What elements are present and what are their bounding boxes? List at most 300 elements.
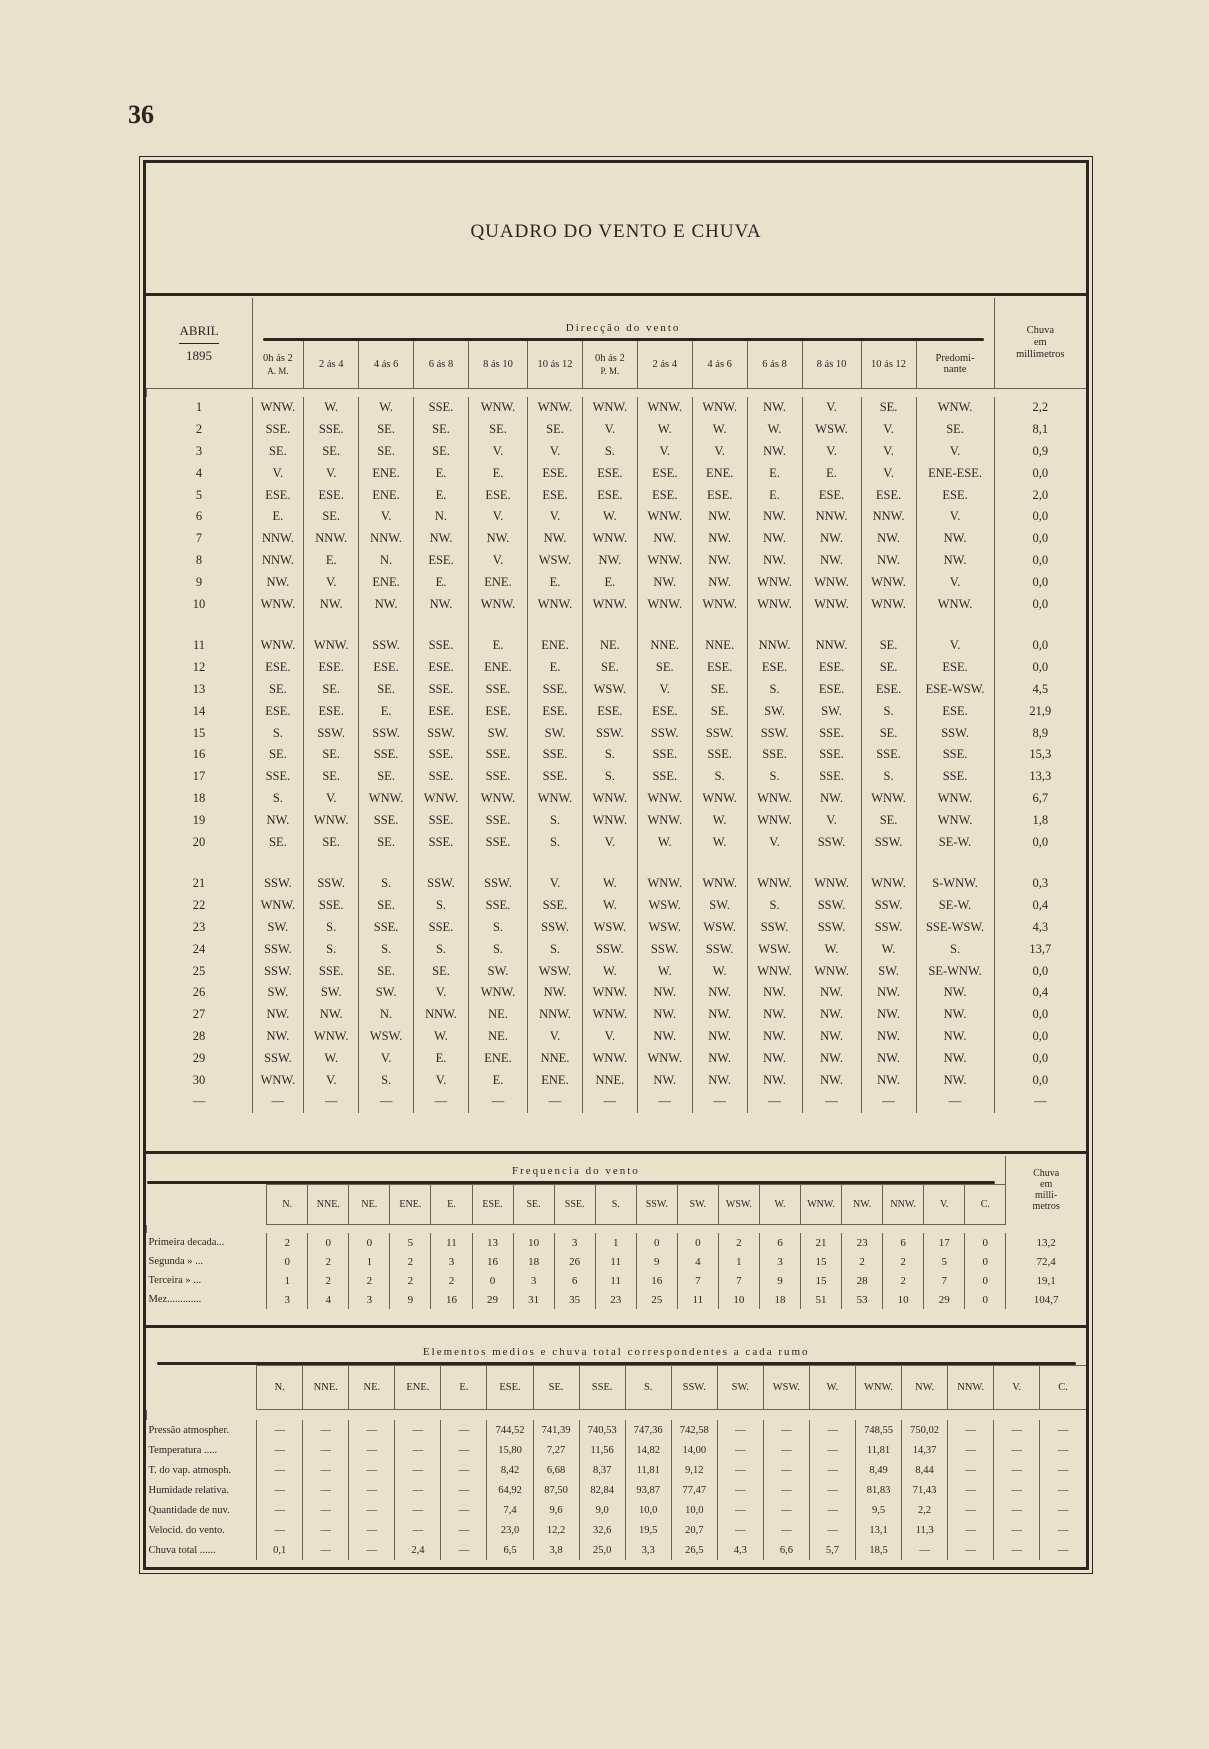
elem-value: — — [257, 1480, 303, 1500]
elem-value: — — [303, 1460, 349, 1480]
direction-cell: SSE. — [414, 679, 469, 701]
freq-value: 5 — [924, 1252, 965, 1271]
elem-value: 5,7 — [809, 1540, 855, 1560]
elem-value: 3,3 — [625, 1540, 671, 1560]
direction-cell: NNW. — [802, 506, 861, 528]
rain-value: 15,3 — [994, 744, 1086, 766]
hour-label: 6 ás 8 — [428, 358, 454, 370]
table-row — [147, 635, 1087, 657]
day-number: 12 — [192, 660, 206, 675]
direction-cell: WNW. — [637, 593, 692, 615]
day-number: 14 — [192, 703, 206, 718]
rain-value: 0,0 — [994, 462, 1086, 484]
direction-cell: SSW. — [747, 722, 802, 744]
direction-cell: E. — [528, 657, 583, 679]
direction-cell: NW. — [692, 1069, 747, 1091]
direction-cell: NW. — [304, 593, 359, 615]
elem-value: — — [809, 1500, 855, 1520]
day-number: 15 — [192, 725, 206, 740]
direction-cell: V. — [802, 441, 861, 463]
elem-value: 15,80 — [487, 1440, 533, 1460]
freq-value: 0 — [472, 1271, 513, 1290]
elem-value: 2,2 — [902, 1500, 948, 1520]
freq-value: 2 — [883, 1252, 924, 1271]
direction-cell: WSW. — [528, 550, 583, 572]
direction-cell: S. — [861, 700, 916, 722]
elem-value: 9,5 — [855, 1500, 901, 1520]
direction-cell: S. — [359, 873, 414, 895]
day-number: 13 — [192, 681, 206, 696]
elem-value: 10,0 — [625, 1500, 671, 1520]
direction-cell: SW. — [252, 982, 304, 1004]
table-row — [147, 700, 1087, 722]
spacer-row — [147, 389, 1087, 398]
direction-cell: W. — [359, 397, 414, 419]
direction-cell: SW. — [359, 982, 414, 1004]
day-number: 9 — [195, 574, 203, 589]
freq-value: 0 — [267, 1252, 308, 1271]
direction-cell: SSW. — [861, 895, 916, 917]
dash-cell: — — [528, 1091, 583, 1113]
freq-rain-value: 104,7 — [1006, 1290, 1086, 1309]
table-row — [147, 938, 1087, 960]
direction-cell: N. — [359, 1004, 414, 1026]
elem-value: 20,7 — [671, 1520, 717, 1540]
direction-cell: W. — [304, 1047, 359, 1069]
elem-value: — — [395, 1500, 441, 1520]
spacer-cell — [802, 853, 861, 873]
direction-cell: W. — [637, 831, 692, 853]
freq-value: 1 — [349, 1252, 390, 1271]
direction-cell: WNW. — [637, 1047, 692, 1069]
direction-cell: E. — [747, 462, 802, 484]
direction-cell: SSE. — [802, 766, 861, 788]
direction-cell: SE. — [861, 397, 916, 419]
year-label: 1895 — [186, 347, 213, 363]
freq-value: 3 — [759, 1252, 800, 1271]
elem-value: 19,5 — [625, 1520, 671, 1540]
spacer-cell — [528, 615, 583, 635]
elem-value: 0,1 — [257, 1540, 303, 1560]
day-number: 5 — [195, 487, 203, 502]
direction-cell: SW. — [692, 895, 747, 917]
elem-value: — — [948, 1420, 994, 1440]
direction-cell: ESE. — [304, 484, 359, 506]
spacer-cell — [637, 853, 692, 873]
direction-cell: V. — [802, 809, 861, 831]
predominant-label-2: nante — [943, 364, 967, 376]
freq-value: 11 — [595, 1252, 636, 1271]
freq-value: 0 — [677, 1233, 718, 1252]
direction-cell: SSE. — [747, 744, 802, 766]
rain-value: 2,2 — [994, 397, 1086, 419]
elem-value: 8,42 — [487, 1460, 533, 1480]
direction-cell: ESE. — [468, 484, 527, 506]
freq-value: 18 — [513, 1252, 554, 1271]
direction-cell: SSE. — [637, 766, 692, 788]
direction-cell: V. — [861, 441, 916, 463]
hour-label: 4 ás 6 — [707, 358, 732, 370]
elem-value: — — [349, 1440, 395, 1460]
direction-cell: WSW. — [359, 1026, 414, 1048]
direction-header — [252, 298, 994, 341]
direction-cell: SSW. — [304, 722, 359, 744]
direction-cell: V. — [304, 788, 359, 810]
direction-cell: WNW. — [252, 895, 304, 917]
direction-cell: SSE. — [304, 419, 359, 441]
hour-label: 0h ás 2 — [263, 352, 293, 364]
direction-cell: SSE. — [414, 831, 469, 853]
direction-cell: SE. — [252, 441, 304, 463]
table-row — [147, 1440, 1087, 1460]
direction-cell: W. — [692, 419, 747, 441]
elem-value: — — [349, 1420, 395, 1440]
spacer-cell — [528, 853, 583, 873]
direction-cell: NW. — [861, 1026, 916, 1048]
direction-cell: ESE. — [414, 550, 469, 572]
table-row — [147, 657, 1087, 679]
predominant-value: SSE. — [916, 766, 994, 788]
hour-header-12 — [861, 341, 916, 389]
direction-cell: V. — [359, 506, 414, 528]
rain-value: 0,0 — [994, 506, 1086, 528]
direction-cell: S. — [582, 441, 637, 463]
predominant-value: NW. — [916, 982, 994, 1004]
table-row — [147, 1271, 1087, 1290]
direction-cell: SW. — [468, 960, 527, 982]
elem-value: — — [395, 1420, 441, 1440]
table-row — [147, 788, 1087, 810]
freq-col-header: N. — [267, 1185, 308, 1225]
page-number: 36 — [128, 100, 154, 129]
elem-col-header: S. — [625, 1366, 671, 1410]
spacer-cell — [861, 853, 916, 873]
direction-cell: ENE. — [359, 484, 414, 506]
direction-cell: SE. — [861, 657, 916, 679]
elem-row-label: T. do vap. atmosph. — [148, 1464, 232, 1476]
predominant-value: V. — [916, 635, 994, 657]
rain-value: 0,0 — [994, 960, 1086, 982]
direction-cell: NNW. — [802, 635, 861, 657]
dash-cell: — — [747, 1091, 802, 1113]
direction-cell: V. — [802, 397, 861, 419]
elem-value: — — [717, 1460, 763, 1480]
elem-value: 741,39 — [533, 1420, 579, 1440]
direction-cell: ESE. — [802, 657, 861, 679]
elem-value: 8,49 — [855, 1460, 901, 1480]
direction-cell: V. — [861, 419, 916, 441]
direction-cell: WNW. — [468, 788, 527, 810]
hour-header-9 — [692, 341, 747, 389]
freq-col-header: SE. — [513, 1185, 554, 1225]
freq-col-header: ENE. — [390, 1185, 431, 1225]
direction-cell: NW. — [747, 1004, 802, 1026]
direction-cell: V. — [414, 982, 469, 1004]
direction-cell: WSW. — [528, 960, 583, 982]
direction-cell: SW. — [861, 960, 916, 982]
freq-value: 9 — [636, 1252, 677, 1271]
rain-value: 0,0 — [994, 1047, 1086, 1069]
direction-cell: SE. — [861, 809, 916, 831]
rain-value: 0,9 — [994, 441, 1086, 463]
direction-cell: S. — [468, 917, 527, 939]
elem-value: 23,0 — [487, 1520, 533, 1540]
elem-value: — — [349, 1500, 395, 1520]
freq-value: 6 — [883, 1233, 924, 1252]
direction-cell: V. — [637, 441, 692, 463]
elem-value: 11,56 — [579, 1440, 625, 1460]
spacer-cell — [359, 615, 414, 635]
direction-cell: NNE. — [582, 1069, 637, 1091]
rain-value: 0,0 — [994, 635, 1086, 657]
elem-value: — — [994, 1460, 1040, 1480]
direction-cell: WNW. — [582, 528, 637, 550]
spacer-cell — [304, 853, 359, 873]
freq-value: 0 — [965, 1271, 1006, 1290]
direction-cell: WSW. — [582, 679, 637, 701]
hour-label: 6 ás 8 — [762, 358, 787, 370]
direction-cell: ESE. — [637, 700, 692, 722]
direction-cell: SSW. — [747, 917, 802, 939]
direction-cell: V. — [692, 441, 747, 463]
freq-value: 17 — [924, 1233, 965, 1252]
direction-cell: SE. — [414, 441, 469, 463]
direction-cell: W. — [582, 895, 637, 917]
predominant-value: NW. — [916, 1004, 994, 1026]
hour-header-7 — [582, 341, 637, 389]
direction-cell: W. — [582, 873, 637, 895]
direction-cell: WNW. — [637, 873, 692, 895]
direction-cell: SSE. — [528, 679, 583, 701]
predominant-value: SSE. — [916, 744, 994, 766]
elem-value: — — [809, 1460, 855, 1480]
direction-cell: V. — [582, 419, 637, 441]
direction-cell: SSE. — [861, 744, 916, 766]
predominant-value: NW. — [916, 1026, 994, 1048]
elements-heading: Elementos medios e chuva total correspondentes a cada rumo — [422, 1346, 810, 1358]
elem-value: — — [717, 1500, 763, 1520]
direction-cell: NW. — [747, 528, 802, 550]
freq-value: 10 — [883, 1290, 924, 1309]
spacer-cell — [147, 389, 1087, 398]
freq-value: 10 — [718, 1290, 759, 1309]
direction-cell: S. — [359, 938, 414, 960]
month-label: ABRIL — [179, 322, 219, 338]
elem-value: 750,02 — [902, 1420, 948, 1440]
rain-value: 0,0 — [994, 528, 1086, 550]
frequency-rows — [147, 1225, 1087, 1310]
direction-cell: NW. — [637, 528, 692, 550]
direction-cell: V. — [414, 1069, 469, 1091]
freq-value: 29 — [924, 1290, 965, 1309]
elem-value: — — [763, 1440, 809, 1460]
freq-value: 51 — [801, 1290, 842, 1309]
elem-value: — — [948, 1520, 994, 1540]
direction-cell: WNW. — [637, 550, 692, 572]
direction-cell: NW. — [747, 397, 802, 419]
day-number: 11 — [193, 638, 206, 653]
dash-cell: — — [916, 1091, 994, 1113]
elem-col-header: NNE. — [303, 1366, 349, 1410]
elem-col-header: W. — [809, 1366, 855, 1410]
elem-value: — — [717, 1440, 763, 1460]
freq-value: 2 — [390, 1271, 431, 1290]
direction-cell: WNW. — [747, 960, 802, 982]
elem-value: — — [441, 1420, 487, 1440]
direction-cell: S. — [528, 831, 583, 853]
freq-col-header: W. — [759, 1185, 800, 1225]
day-number: 23 — [192, 919, 206, 934]
direction-cell: WNW. — [414, 788, 469, 810]
rain-value: 0,4 — [994, 895, 1086, 917]
direction-cell: WNW. — [528, 788, 583, 810]
freq-value: 31 — [513, 1290, 554, 1309]
direction-cell: WNW. — [637, 788, 692, 810]
predominant-value: ESE. — [916, 700, 994, 722]
day-number: 30 — [192, 1072, 206, 1087]
day-number: 2 — [195, 422, 203, 437]
freq-col-header: NNW. — [883, 1185, 924, 1225]
elem-value: 8,37 — [579, 1460, 625, 1480]
direction-cell: W. — [414, 1026, 469, 1048]
direction-cell: WNW. — [582, 397, 637, 419]
freq-value: 0 — [308, 1233, 349, 1252]
frequency-heading: Frequencia do vento — [512, 1165, 640, 1177]
direction-cell: SSW. — [802, 831, 861, 853]
freq-value: 28 — [842, 1271, 883, 1290]
direction-cell: V. — [528, 506, 583, 528]
direction-cell: WNW. — [582, 1004, 637, 1026]
freq-col-header: NNE. — [308, 1185, 349, 1225]
hour-header-3 — [359, 341, 414, 389]
direction-cell: ESE. — [252, 657, 304, 679]
direction-cell: V. — [528, 1026, 583, 1048]
elem-value: — — [717, 1480, 763, 1500]
predominant-value: ESE. — [916, 657, 994, 679]
direction-cell: SSW. — [582, 938, 637, 960]
dash-cell: — — [802, 1091, 861, 1113]
elem-row-label: Pressão atmospher. — [148, 1424, 229, 1436]
divider — [146, 293, 1086, 296]
rain-value: 8,1 — [994, 419, 1086, 441]
rain-value: 0,0 — [994, 1004, 1086, 1026]
direction-cell: SSE. — [414, 744, 469, 766]
direction-cell: SSE. — [637, 744, 692, 766]
direction-cell: NW. — [802, 788, 861, 810]
direction-cell: SE. — [304, 831, 359, 853]
direction-cell: SSE. — [802, 744, 861, 766]
rain-heading-1: Chuva — [1026, 325, 1055, 336]
elem-value: 32,6 — [579, 1520, 625, 1540]
elem-value: — — [1040, 1480, 1086, 1500]
direction-cell: ESE. — [637, 462, 692, 484]
table-row — [147, 1047, 1087, 1069]
direction-cell: NW. — [637, 1026, 692, 1048]
freq-col-header: NW. — [842, 1185, 883, 1225]
elem-value: — — [902, 1540, 948, 1560]
elem-value: 11,81 — [855, 1440, 901, 1460]
direction-cell: NW. — [692, 528, 747, 550]
direction-cell: NW. — [637, 1069, 692, 1091]
elem-col-header: SSE. — [579, 1366, 625, 1410]
day-number: 17 — [192, 769, 206, 784]
direction-cell: NW. — [692, 506, 747, 528]
table-row — [147, 1420, 1087, 1440]
direction-cell: N. — [414, 506, 469, 528]
direction-cell: S. — [528, 938, 583, 960]
freq-col-header: C. — [965, 1185, 1006, 1225]
direction-cell: NW. — [359, 593, 414, 615]
elem-value: 747,36 — [625, 1420, 671, 1440]
direction-cell: WSW. — [802, 419, 861, 441]
day-number: 3 — [195, 443, 203, 458]
elem-value: — — [1040, 1420, 1086, 1440]
spacer-cell — [916, 615, 994, 635]
elem-value: 14,82 — [625, 1440, 671, 1460]
rain-value: 4,3 — [994, 917, 1086, 939]
direction-cell: WSW. — [692, 917, 747, 939]
freq-value: 15 — [801, 1252, 842, 1271]
elem-row-label: Chuva total ...... — [148, 1544, 216, 1556]
freq-value: 53 — [842, 1290, 883, 1309]
freq-value: 2 — [718, 1233, 759, 1252]
elem-col-header: NE. — [349, 1366, 395, 1410]
direction-cell: ESE. — [528, 700, 583, 722]
predominant-value: SSW. — [916, 722, 994, 744]
elem-value: 71,43 — [902, 1480, 948, 1500]
elem-value: 13,1 — [855, 1520, 901, 1540]
dash-cell: — — [861, 1091, 916, 1113]
elem-col-header: NW. — [902, 1366, 948, 1410]
freq-value: 11 — [595, 1271, 636, 1290]
rain-value: 0,4 — [994, 982, 1086, 1004]
direction-cell: WNW. — [747, 809, 802, 831]
direction-cell: ESE. — [414, 700, 469, 722]
freq-col-header: E. — [431, 1185, 472, 1225]
elem-value: — — [303, 1440, 349, 1460]
freq-value: 1 — [595, 1233, 636, 1252]
table-row — [147, 462, 1087, 484]
spacer-cell — [147, 853, 253, 873]
freq-value: 15 — [801, 1271, 842, 1290]
direction-cell: NW. — [802, 1047, 861, 1069]
direction-cell: WNW. — [582, 788, 637, 810]
hour-label: 10 ás 12 — [537, 358, 573, 370]
direction-cell: E. — [747, 484, 802, 506]
spacer-cell — [582, 853, 637, 873]
freq-value: 2 — [349, 1271, 390, 1290]
spacer-cell — [747, 853, 802, 873]
table-row — [147, 1004, 1087, 1026]
elem-value: 6,5 — [487, 1540, 533, 1560]
rain-value: 0,0 — [994, 1026, 1086, 1048]
freq-value: 23 — [842, 1233, 883, 1252]
direction-cell: NE. — [468, 1004, 527, 1026]
direction-cell: WNW. — [359, 788, 414, 810]
elements-header — [147, 1335, 1087, 1366]
direction-cell: NW. — [802, 1004, 861, 1026]
elem-value: 18,5 — [855, 1540, 901, 1560]
elem-value: 8,44 — [902, 1460, 948, 1480]
direction-cell: S. — [747, 766, 802, 788]
direction-cell: ENE. — [359, 571, 414, 593]
direction-cell: V. — [582, 1026, 637, 1048]
elem-value: — — [948, 1500, 994, 1520]
direction-cell: SSW. — [252, 873, 304, 895]
predominant-value: WNW. — [916, 593, 994, 615]
predominant-value: SE-W. — [916, 831, 994, 853]
direction-cell: NW. — [692, 571, 747, 593]
